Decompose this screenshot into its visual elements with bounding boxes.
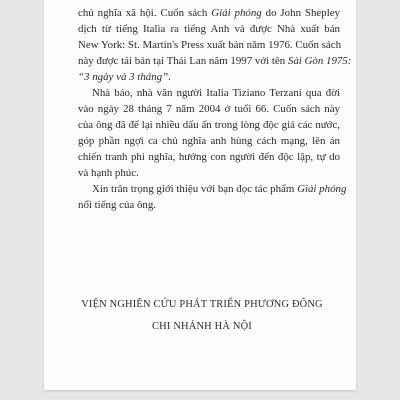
text-line: Nhà báo, nhà văn người Italia Tiziano Terzani qua đời — [92, 87, 340, 99]
body-text — [64, 5, 352, 213]
italic-title: Giải phóng — [211, 7, 262, 19]
signature-line-2: CHI NHÁNH HÀ NỘI — [152, 321, 252, 332]
text-line: của ông đã để lại nhiều dấu ấn trong lòng độc giả các nước, — [78, 119, 340, 131]
text-line: vào ngày 28 tháng 7 năm 2004 ở tuổi 66. Cuốn sách này — [78, 103, 340, 115]
italic-title: Giải phóng — [297, 183, 347, 195]
text-line: New York: St. Martin's Press xuất bản năm 1976. Cuốn sách — [78, 39, 342, 51]
text-line: chủ nghĩa xã hội. Cuốn sách Giải phóng do John Shepley — [78, 7, 341, 19]
text-line: này được tái bản tại Thái Lan năm 1997 với tên Sài Gòn 1975: — [78, 55, 352, 67]
italic-title: Sài Gòn 1975: — [287, 55, 352, 67]
text-line: Xin trân trọng giới thiệu với bạn đọc tác phẩm Giải phóng — [92, 183, 347, 195]
text-line: và hạnh phúc. — [78, 167, 139, 179]
text-line: góp phần ngợi ca chủ nghĩa anh hùng cách mạng, lên án — [78, 135, 340, 147]
text-line: nổi tiếng của ông. — [78, 199, 157, 211]
paragraph-2 — [64, 85, 340, 181]
text-line: “3 ngày và 3 tháng”. — [78, 71, 171, 83]
paragraph-3 — [64, 181, 347, 213]
paragraph-1 — [64, 5, 352, 85]
italic-title: “3 ngày và 3 tháng” — [78, 71, 169, 83]
text-line: dịch từ tiếng Italia ra tiếng Anh và được Nhà xuất bản — [78, 23, 340, 35]
signature-line-1: VIỆN NGHIÊN CỨU PHÁT TRIỂN PHƯƠNG ĐÔNG — [81, 299, 323, 310]
text-line: chiến tranh phi nghĩa, hướng con người đến độc lập, tự do — [78, 151, 340, 163]
